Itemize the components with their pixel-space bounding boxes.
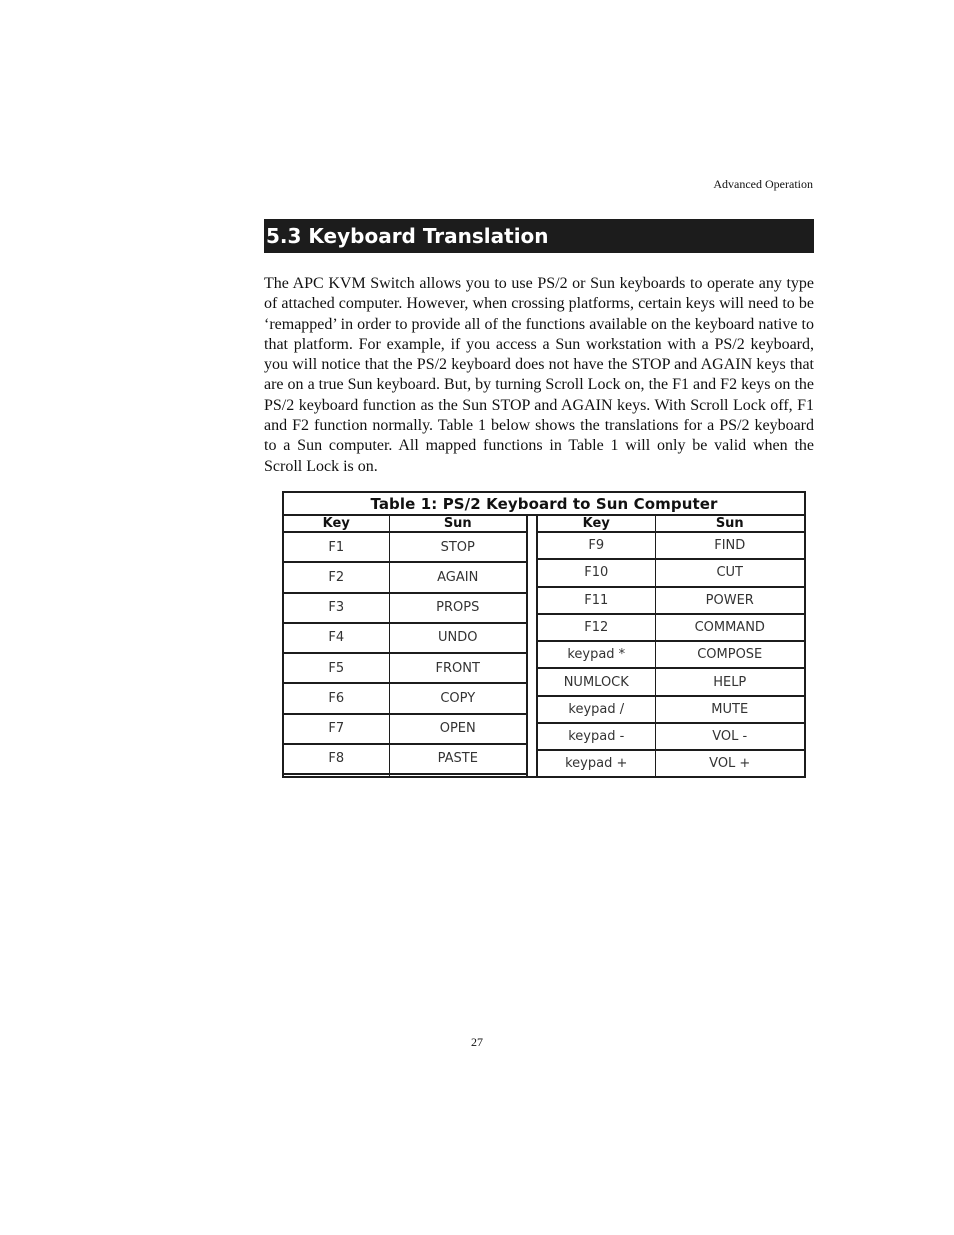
table-row <box>538 750 804 776</box>
table-header-row <box>284 516 526 532</box>
table-grid <box>284 516 804 776</box>
key-cell: F6 <box>284 683 389 713</box>
body-paragraph: The APC KVM Switch allows you to use PS/2 or Sun keyboards to operate any type of attached computer. However, when crossing platforms, certain keys will need to be ‘remapped’ in order to provide all of the functions available on the keyboard native to that platform. For example, if you access a Sun workstation with a PS/2 keyboard, you will notice that the PS/2 keyboard does not have the STOP and AGAIN keys that are on a true Sun keyboard. But, by turning Scroll Lock on, the F1 and F2 keys on the PS/2 keyboard function as the Sun STOP and AGAIN keys. With Scroll Lock off, F1 and F2 function normally. Table 1 below shows the translations for a PS/2 keyboard to a Sun computer. All mapped functions in Table 1 will only be valid when the Scroll Lock is on. <box>264 275 814 475</box>
right-rows <box>538 532 804 776</box>
table-left-half <box>284 516 528 776</box>
sun-cell: MUTE <box>655 696 804 723</box>
table-row <box>538 723 804 750</box>
key-cell: keypad + <box>538 750 655 776</box>
key-cell: F5 <box>284 653 389 683</box>
key-cell: F12 <box>538 614 655 641</box>
key-cell: F1 <box>284 532 389 562</box>
table-right-half <box>536 516 804 776</box>
page-number: 27 <box>471 1035 483 1049</box>
sun-cell: VOL + <box>709 756 751 772</box>
table-row <box>284 532 526 562</box>
table-row <box>538 532 804 559</box>
key-cell: keypad - <box>538 723 655 750</box>
table-row <box>284 714 526 744</box>
table-row <box>284 774 526 776</box>
section-heading-bar <box>264 219 814 253</box>
key-cell: F8 <box>284 744 389 774</box>
section-heading: 5.3 Keyboard Translation <box>266 224 549 248</box>
sun-cell: POWER <box>655 587 804 614</box>
sun-cell: AGAIN <box>389 562 526 592</box>
sun-cell: COMMAND <box>655 614 804 641</box>
key-cell: keypad / <box>538 696 655 723</box>
key-cell: F2 <box>284 562 389 592</box>
table-row <box>284 623 526 653</box>
column-header-sun: Sun <box>389 516 526 532</box>
running-header: Advanced Operation <box>713 177 813 191</box>
key-cell: F9 <box>538 532 655 559</box>
key-cell: F4 <box>284 623 389 653</box>
table-row <box>538 696 804 723</box>
key-cell: F10 <box>538 559 655 586</box>
sun-cell <box>389 774 526 776</box>
sun-cell: VOL - <box>655 723 804 750</box>
key-cell: NUMLOCK <box>538 668 655 695</box>
table-row <box>284 683 526 713</box>
table-title: Table 1: PS/2 Keyboard to Sun Computer <box>284 493 804 516</box>
key-cell: F3 <box>284 593 389 623</box>
sun-cell: PASTE <box>389 744 526 774</box>
key-cell: F11 <box>538 587 655 614</box>
column-header-sun: Sun <box>655 516 804 532</box>
table-row <box>284 593 526 623</box>
table-row <box>284 744 526 774</box>
sun-cell: STOP <box>389 532 526 562</box>
right-mapping-table <box>538 516 804 776</box>
left-rows <box>284 532 526 776</box>
sun-cell: FRONT <box>389 653 526 683</box>
key-translation-table <box>282 491 806 778</box>
sun-cell: UNDO <box>389 623 526 653</box>
table-row <box>538 614 804 641</box>
column-header-key: Key <box>538 516 655 532</box>
column-header-key: Key <box>284 516 389 532</box>
sun-cell: CUT <box>655 559 804 586</box>
table-row <box>538 668 804 695</box>
sun-cell: COMPOSE <box>655 641 804 668</box>
table-row <box>538 641 804 668</box>
sun-cell: COPY <box>389 683 526 713</box>
sun-cell: HELP <box>655 668 804 695</box>
key-cell <box>284 774 389 776</box>
table-row <box>284 653 526 683</box>
table-row <box>284 562 526 592</box>
left-mapping-table <box>284 516 526 776</box>
sun-cell: PROPS <box>389 593 526 623</box>
table-row <box>538 587 804 614</box>
table-header-row <box>538 516 804 532</box>
table-row <box>538 559 804 586</box>
key-cell: F7 <box>284 714 389 744</box>
sun-cell: OPEN <box>389 714 526 744</box>
key-cell: keypad * <box>538 641 655 668</box>
sun-cell: FIND <box>655 532 804 559</box>
